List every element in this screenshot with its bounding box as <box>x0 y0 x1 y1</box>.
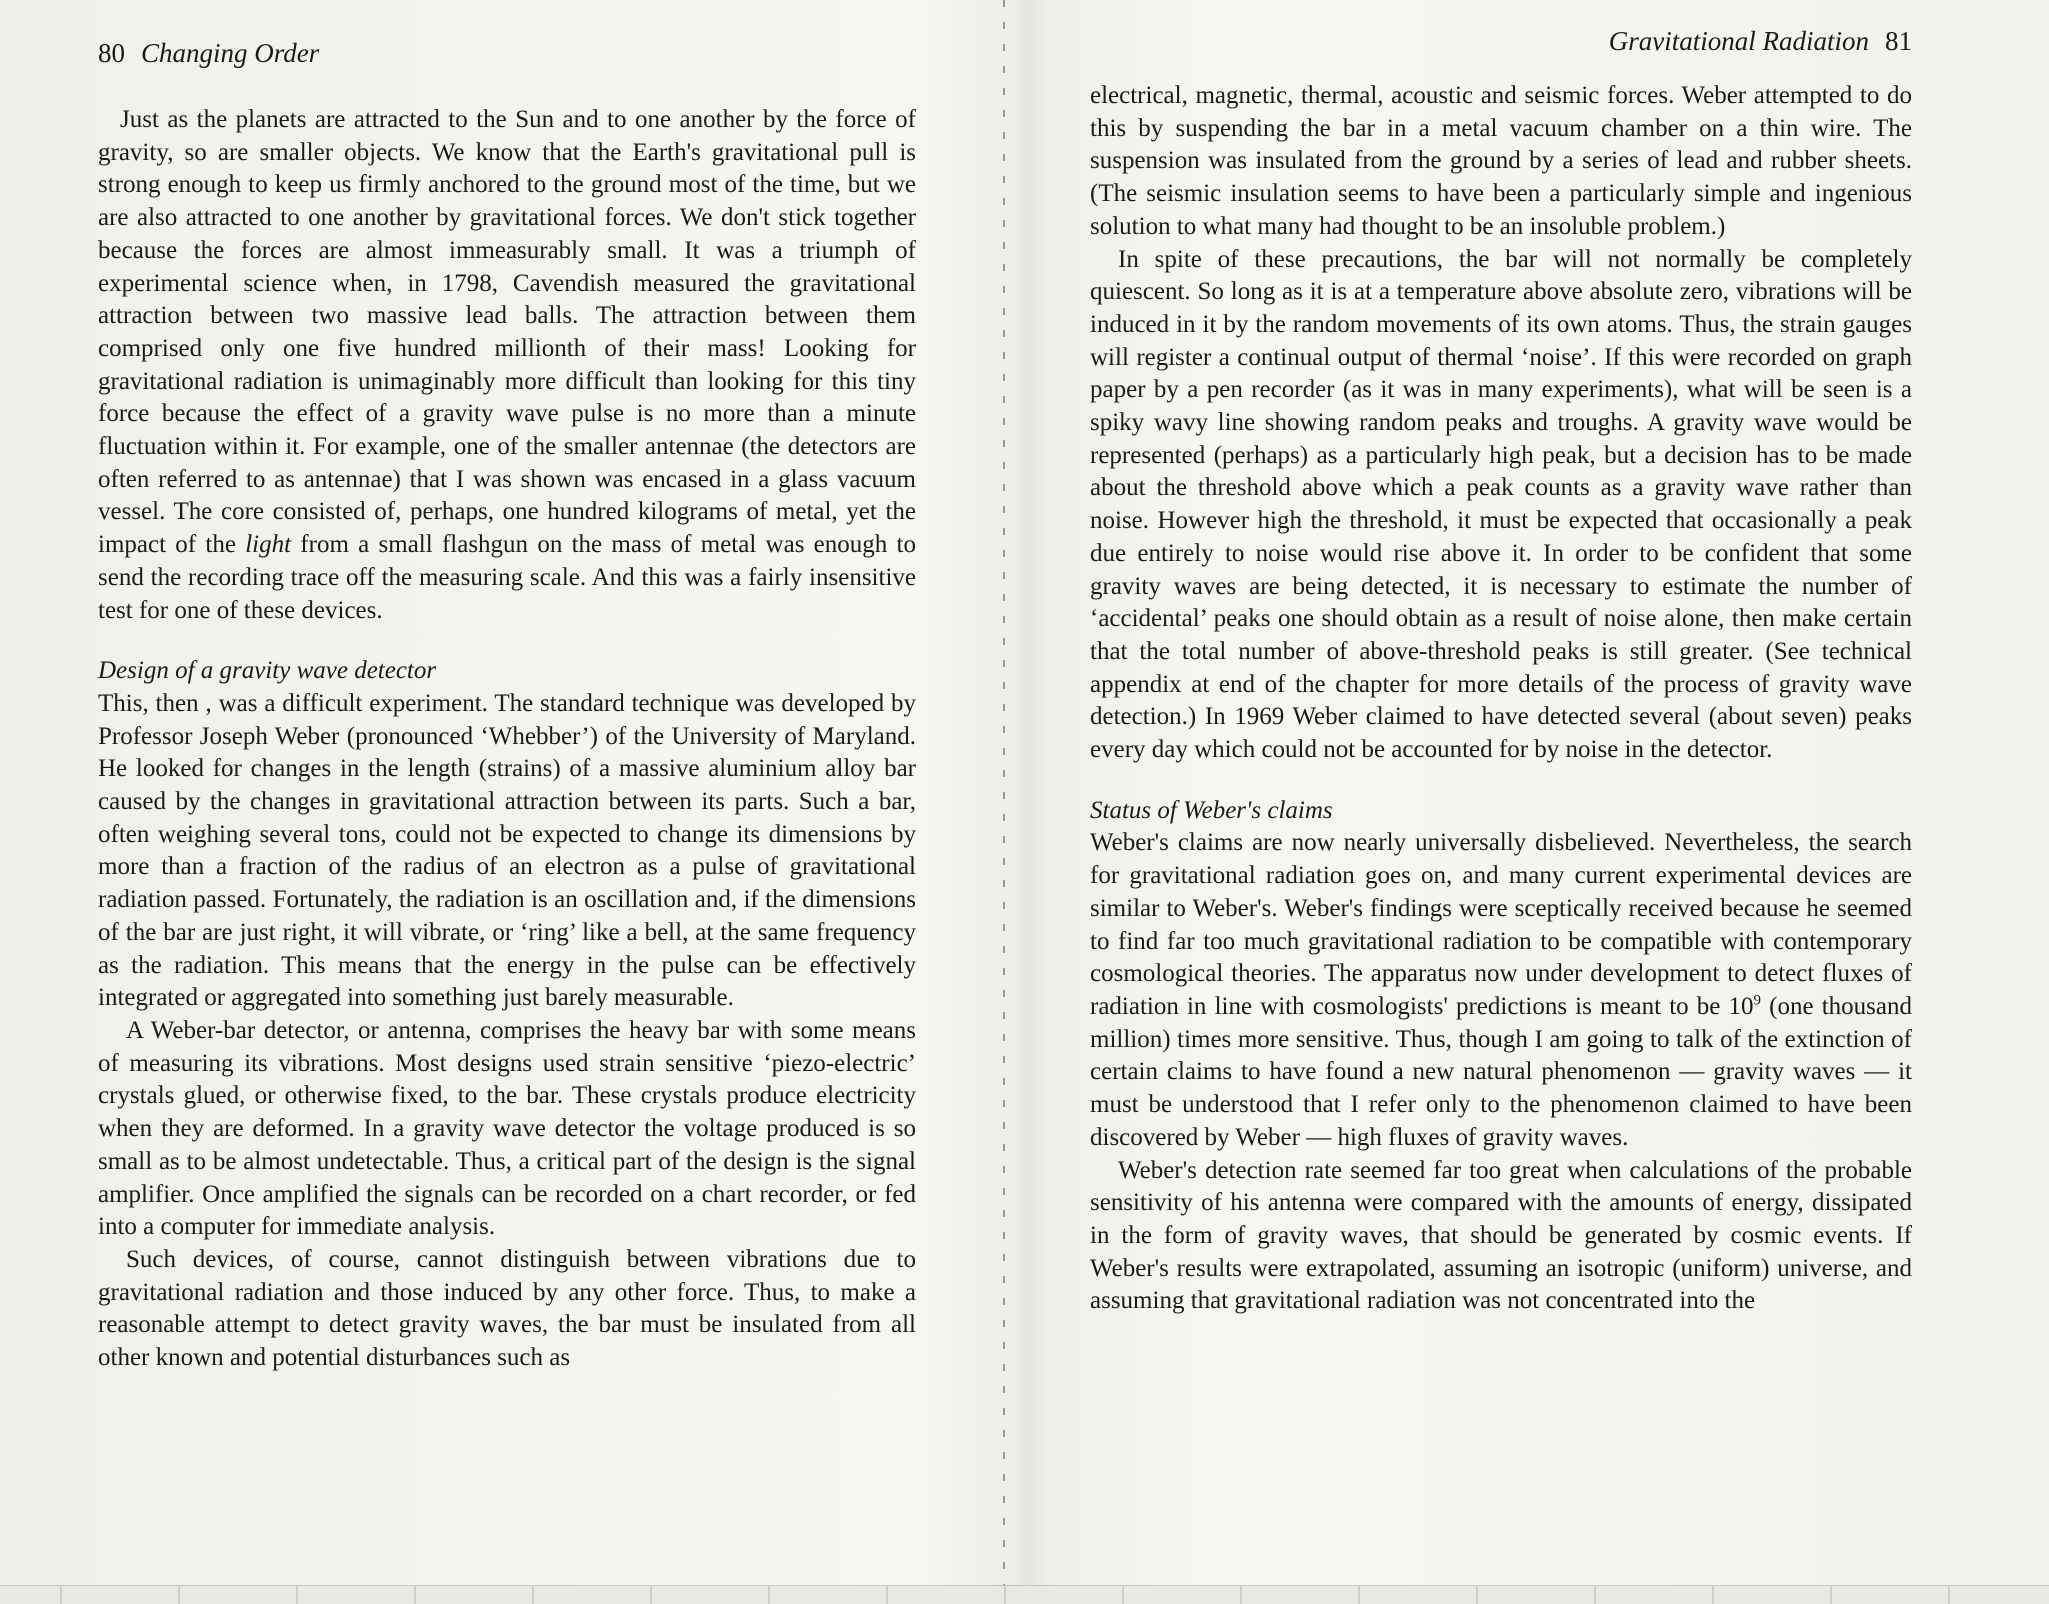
right-running-title: Gravitational Radiation <box>1608 26 1869 56</box>
right-paragraph-3-end: (one thousand million) times more sensitive. Thus, though I am going to talk of the extinction of certain claims to have found a new natural phenomenon — gravity waves — it must be understood that I refer only to the phenomenon claimed to have been discovered by Weber — high fluxes of gravity waves. <box>1090 992 1912 1151</box>
right-running-head <box>1090 26 1912 56</box>
right-body-text <box>1090 80 1912 1318</box>
left-running-head <box>98 38 916 68</box>
right-paragraph-3-superscript: 9 <box>1753 992 1762 1009</box>
left-paragraph-3: A Weber-bar detector, or antenna, comprises the heavy bar with some means of measuring its vibrations. Most designs used strain sensitive ‘piezo-electric’ crystals glued, or otherwise fixed, to the bar. These crystals produce electricity when they are deformed. In a gravity wave detector the voltage produced is so small as to be almost undetectable. Thus, a critical part of the design is the signal amplifier. Once amplified the signals can be recorded on a chart recorder, or fed into a computer for immediate analysis. <box>98 1016 916 1241</box>
left-paragraph-1-end: from a small flashgun on the mass of metal was enough to send the recording trace off the measuring scale. And this was a fairly insensitive test for one of these devices. <box>98 531 916 624</box>
left-page <box>98 0 916 1375</box>
right-paragraph-3 <box>1090 827 1912 1154</box>
right-page-number: 81 <box>1885 26 1912 56</box>
left-paragraph-1-italic: light <box>245 531 292 559</box>
section-heading-design: Design of a gravity wave detector <box>98 657 437 685</box>
right-paragraph-2: In spite of these precautions, the bar will not normally be completely quiescent. So long as it is at a temperature above absolute zero, vibrations will be induced in it by the random movements of its own atoms. Thus, the strain gauges will register a continual output of thermal ‘noise’. If this were recorded on graph paper by a pen recorder (as it was in many experiments), what will be seen is a spiky wavy line showing random peaks and troughs. A gravity wave would be represented (perhaps) as a particularly high peak, but a decision has to be made about the threshold above which a peak counts as a gravity wave rather than noise. However high the threshold, it must be expected that occasionally a peak due entirely to noise would rise above it. In order to be confident that some gravity waves are being detected, it is necessary to estimate the number of ‘accidental’ peaks one should obtain as a result of noise alone, then make certain that the total number of above-threshold peaks is still greater. (See technical appendix at end of the chapter for more details of the process of gravity wave detection.) In 1969 Weber claimed to have detected several (about seven) peaks every day which could not be accounted for by noise in the detector. <box>1090 245 1912 764</box>
left-paragraph-1 <box>98 104 916 627</box>
book-gutter <box>1003 0 1005 1604</box>
left-body-text <box>98 104 916 1375</box>
right-paragraph-4: Weber's detection rate seemed far too great when calculations of the probable sensitivity of his antenna were compared with the amounts of energy, dissipated in the form of gravity waves, that should be generated by cosmic events. If Weber's results were extrapolated, assuming an isotropic (uniform) universe, and assuming that gravitational radiation was not concentrated into the <box>1090 1156 1912 1315</box>
right-page <box>1090 0 1912 1318</box>
section-heading-status: Status of Weber's claims <box>1090 796 1333 824</box>
page-bottom-edge <box>0 1585 2049 1604</box>
left-paragraph-2: This, then , was a difficult experiment. The standard technique was developed by Professor Joseph Weber (pronounced ‘Whebber’) of the University of Maryland. He looked for changes in the length (strains) of a massive aluminium alloy bar caused by the changes in gravitational attraction between its parts. Such a bar, often weighing several tons, could not be expected to change its dimensions by more than a fraction of the radius of an electron as a pulse of gravitational radiation passed. Fortunately, the radiation is an oscillation and, if the dimensions of the bar are just right, it will vibrate, or ‘ring’ like a bell, at the same frequency as the radiation. This means that the energy in the pulse can be effectively integrated or aggregated into something just barely measurable. <box>98 689 916 1012</box>
right-paragraph-1: electrical, magnetic, thermal, acoustic and seismic forces. Weber attempted to do this by suspending the bar in a metal vacuum chamber on a thin wire. The suspension was insulated from the ground by a series of lead and rubber sheets. (The seismic insulation seems to have been a particularly simple and ingenious solution to what many had thought to be an insoluble problem.) <box>1090 82 1912 240</box>
left-paragraph-1-text: Just as the planets are attracted to the Sun and to one another by the force of gravity, so are smaller objects. We know that the Earth's gravitational pull is strong enough to keep us firmly anchored to the ground most of the time, but we are also attracted to one another by gravitational forces. We don't stick together because the forces are almost immeasurably small. It was a triumph of experimental science when, in 1798, Cavendish measured the gravitational attraction between two massive lead balls. The attraction between them comprised only one five hundred millionth of their mass! Looking for gravitational radiation is unimaginably more difficult than looking for this tiny force because the effect of a gravity wave pulse is no more than a minute fluctuation within it. For example, one of the smaller antennae (the detectors are often referred to as antennae) that I was shown was encased in a glass vacuum vessel. The core consisted of, perhaps, one hundred kilograms of metal, yet the impact of the <box>98 106 916 559</box>
left-running-title: Changing Order <box>141 38 320 68</box>
left-paragraph-4: Such devices, of course, cannot distinguish between vibrations due to gravitational radiation and those induced by any other force. Thus, to make a reasonable attempt to detect gravity waves, the bar must be insulated from all other known and potential disturbances such as <box>98 1245 916 1372</box>
left-page-number: 80 <box>98 38 125 68</box>
right-paragraph-3-text: Weber's claims are now nearly universally disbelieved. Nevertheless, the search for gravitational radiation goes on, and many current experimental devices are similar to Weber's. Weber's findings were sceptically received because he seemed to find far too much gravitational radiation to be compatible with contemporary cosmological theories. The apparatus now under development to detect fluxes of radiation in line with cosmologists' predictions is meant to be 10 <box>1090 829 1912 1020</box>
